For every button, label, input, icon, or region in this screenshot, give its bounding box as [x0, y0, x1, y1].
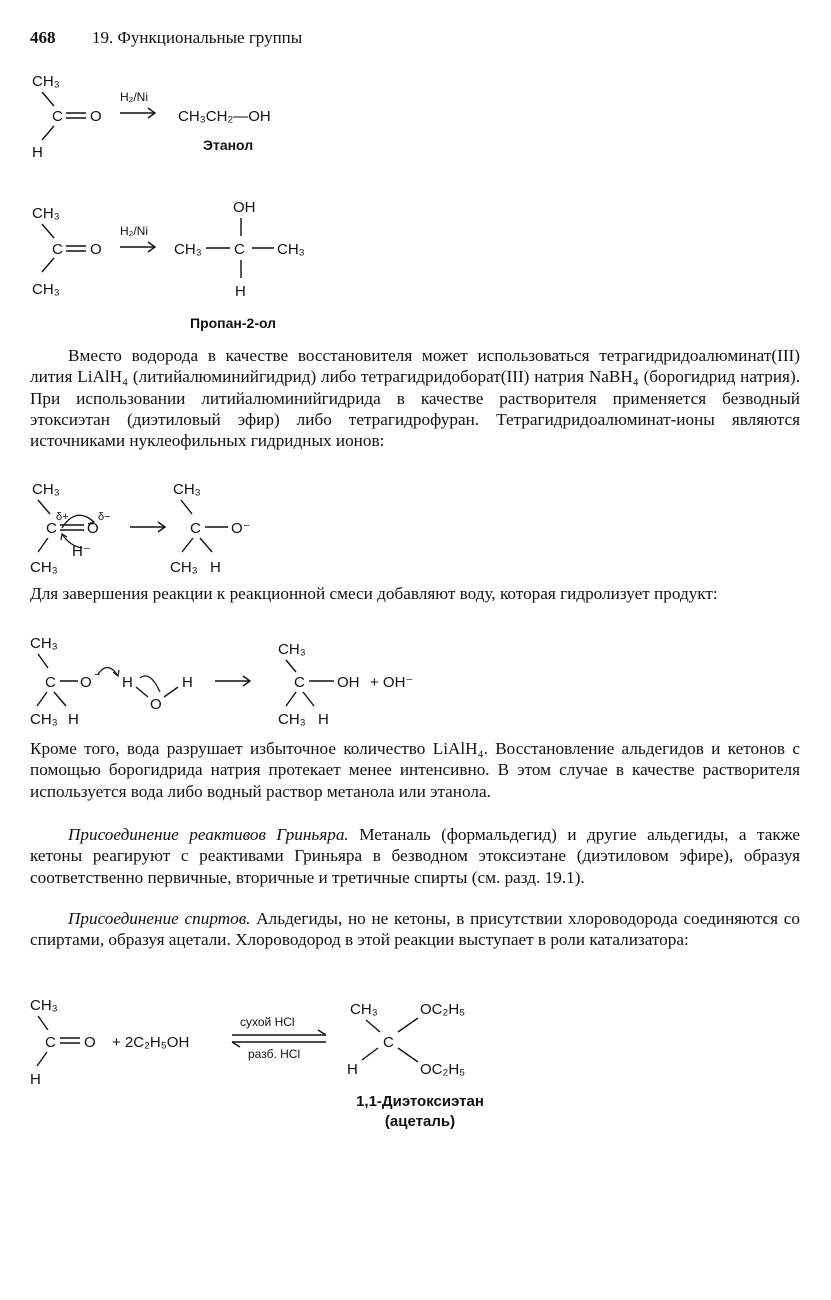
s5-ch3: CH₃: [30, 997, 58, 1014]
s2-ch3-bottom: CH₃: [32, 281, 60, 298]
s2-ch3-top: CH₃: [32, 205, 60, 222]
s4-ch3-a2: CH₃: [30, 711, 58, 728]
s3-o-a: O: [87, 520, 99, 537]
s4-ch3-b: CH₃: [278, 641, 306, 658]
paragraph-grignard: [30, 824, 800, 888]
s5-backward-label: разб. HCl: [248, 1047, 301, 1061]
s4-water-o: O: [150, 696, 162, 713]
s4-ch3-a: CH₃: [30, 635, 58, 652]
s3-c-a: C: [46, 520, 57, 537]
s3-ch3-b: CH₃: [173, 481, 201, 498]
s5-h: H: [30, 1071, 41, 1088]
svg-text:−: −: [94, 669, 101, 681]
s1-reagent: H₂/Ni: [120, 90, 148, 104]
s5-p-c: C: [383, 1034, 394, 1051]
s2-product-name: Пропан-2-ол: [190, 315, 277, 331]
s5-p-oet2: OC₂H₅: [420, 1061, 466, 1078]
s1-ch3: CH₃: [32, 73, 60, 90]
s3-c-b: C: [190, 520, 201, 537]
s2-ch3-left: CH₃: [174, 241, 202, 258]
s3-ch3-b2: CH₃: [170, 559, 198, 576]
acetal-name: 1,1-Диэтоксиэтан: [356, 1093, 484, 1110]
s2-h: H: [235, 283, 246, 300]
s5-o: O: [84, 1034, 96, 1051]
s2-ch3-right: CH₃: [277, 241, 305, 258]
s1-c: C: [52, 108, 63, 125]
s5-forward-label: сухой HCl: [240, 1015, 295, 1029]
s4-c-a: C: [45, 674, 56, 691]
s2-c-center: C: [234, 241, 245, 258]
s1-h: H: [32, 144, 43, 161]
s4-water-h1: H: [122, 674, 133, 691]
s2-oh: OH: [233, 199, 256, 216]
scheme-acetal-formation: [0, 990, 831, 1090]
s5-p-oet1: OC₂H₅: [420, 1001, 466, 1018]
s5-reagent: + 2C₂H₅OH: [112, 1034, 190, 1051]
paragraph-hydrolysis: Для завершения реакции к реакционной смеси добавляют воду, которая гидролизует продукт:: [30, 584, 718, 603]
scheme-hydride-attack: [0, 476, 831, 586]
s5-c: C: [45, 1034, 56, 1051]
chapter-title: 19. Функциональные группы: [92, 28, 303, 47]
alcohols-body: Альдегиды, но не кетоны, в присутствии хлороводорода соединяются со спиртами, образуя ацетали. Хлороводород в этой реакции выступает в роли катализатора:: [30, 909, 801, 950]
alcohols-title: Присоединение спиртов.: [68, 909, 251, 928]
paragraph-alcohols: [30, 908, 800, 951]
s3-h-b: H: [210, 559, 221, 576]
s4-oh-b: OH: [337, 674, 360, 691]
s4-plus-oh: + OH⁻: [370, 674, 414, 691]
s4-c-b: C: [294, 674, 305, 691]
scheme-acetone-reduction: [0, 190, 831, 340]
page-number: 468: [30, 28, 56, 47]
grignard-title: Присоединение реактивов Гриньяра.: [68, 825, 349, 844]
acetal-note: (ацеталь): [384, 1113, 456, 1130]
s4-h-b: H: [318, 711, 329, 728]
s3-ch3-a: CH₃: [32, 481, 60, 498]
s1-product-name: Этанол: [203, 137, 254, 153]
s3-o-anion: O⁻: [231, 520, 251, 537]
s4-h-a: H: [68, 711, 79, 728]
s3-ch3-a2: CH₃: [30, 559, 58, 576]
s4-ch3-b2: CH₃: [278, 711, 306, 728]
s3-delta-plus: δ+: [56, 511, 69, 523]
s5-p-h: H: [347, 1061, 358, 1078]
grignard-body: Метаналь (формальдегид) и другие альдегиды, а также кетоны реагируют с реактивами Гриньяра в безводном этоксиэтане (диэтиловом эфире), образуя соответственно первичные, вторичные и третичные спирты (см. разд. 19.1).: [30, 825, 800, 887]
s1-o: O: [90, 108, 102, 125]
s2-o: O: [90, 241, 102, 258]
paragraph-lialh4-excess: Кроме того, вода разрушает избыточное количество LiAlH₄. Восстановление альдегидов и кетонов с помощью борогидрида натрия протекает менее интенсивно. В этом случае в качестве растворителя используется вода либо водный раствор метанола или этанола.: [30, 739, 800, 801]
s3-h-minus: H⁻: [72, 543, 91, 560]
s4-water-h2: H: [182, 674, 193, 691]
s4-o-a: O: [80, 674, 92, 691]
s2-c: C: [52, 241, 63, 258]
scheme-hydrolysis: [0, 630, 831, 730]
s1-product: CH₃CH₂—OH: [178, 108, 271, 125]
s5-p-ch3: CH₃: [350, 1001, 378, 1018]
s2-reagent: H₂/Ni: [120, 224, 148, 238]
scheme-ethanal-reduction: [0, 0, 831, 170]
s3-delta-minus: δ−: [98, 511, 111, 523]
paragraph-reducing-agents: Вместо водорода в качестве восстановителя может использоваться тетрагидридоалюминат(III) лития LiAlH₄ (литийалюминийгидрид) либо тетрагидридоборат(III) натрия NaBH₄ (борогидрид натрия). При использовании литийалюминийгидрида в качестве растворителя применяется безводный этоксиэтан (диэтиловый эфир) либо тетрагидрофуран. Тетрагидридоалюминат-ионы являются источниками нуклеофильных гидридных ионов:: [30, 346, 800, 451]
